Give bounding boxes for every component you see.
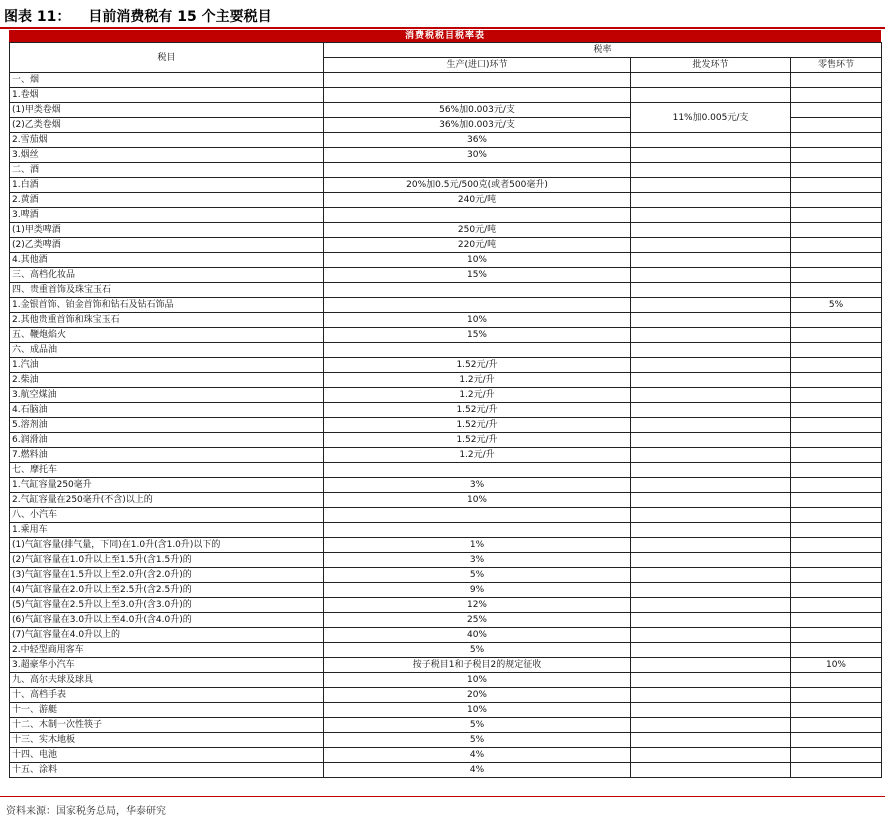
figure-label: 图表 11： bbox=[4, 9, 71, 25]
table-row bbox=[10, 193, 882, 208]
cell-item: 十、高档手表 bbox=[10, 688, 324, 703]
cell-production: 5% bbox=[324, 718, 631, 733]
cell-wholesale bbox=[631, 193, 791, 208]
table-row bbox=[10, 733, 882, 748]
cell-wholesale bbox=[631, 523, 791, 538]
cell-production: 10% bbox=[324, 253, 631, 268]
cell-item: 6.润滑油 bbox=[10, 433, 324, 448]
cell-item: 1.气缸容量250毫升 bbox=[10, 478, 324, 493]
cell-retail bbox=[791, 208, 882, 223]
cell-item: 1.乘用车 bbox=[10, 523, 324, 538]
cell-item: (7)气缸容量在4.0升以上的 bbox=[10, 628, 324, 643]
cell-production: 4% bbox=[324, 763, 631, 778]
cell-retail bbox=[791, 508, 882, 523]
cell-wholesale bbox=[631, 223, 791, 238]
cell-wholesale bbox=[631, 598, 791, 613]
cell-wholesale bbox=[631, 73, 791, 88]
cell-production: 10% bbox=[324, 493, 631, 508]
cell-wholesale bbox=[631, 508, 791, 523]
cell-item: (1)甲类卷烟 bbox=[10, 103, 324, 118]
cell-production: 240元/吨 bbox=[324, 193, 631, 208]
cell-retail bbox=[791, 673, 882, 688]
cell-retail bbox=[791, 628, 882, 643]
table-row bbox=[10, 73, 882, 88]
cell-retail bbox=[791, 613, 882, 628]
cell-retail: 10% bbox=[791, 658, 882, 673]
cell-wholesale bbox=[631, 133, 791, 148]
cell-retail bbox=[791, 403, 882, 418]
cell-production: 36% bbox=[324, 133, 631, 148]
cell-item: 3.超豪华小汽车 bbox=[10, 658, 324, 673]
cell-item: (2)气缸容量在1.0升以上至1.5升(含1.5升)的 bbox=[10, 553, 324, 568]
cell-item: (3)气缸容量在1.5升以上至2.0升(含2.0升)的 bbox=[10, 568, 324, 583]
cell-item: 六、成品油 bbox=[10, 343, 324, 358]
cell-wholesale bbox=[631, 148, 791, 163]
cell-production bbox=[324, 88, 631, 103]
cell-retail bbox=[791, 193, 882, 208]
cell-production bbox=[324, 73, 631, 88]
cell-retail bbox=[791, 718, 882, 733]
cell-wholesale bbox=[631, 463, 791, 478]
cell-wholesale bbox=[631, 763, 791, 778]
table-row bbox=[10, 538, 882, 553]
table-row bbox=[10, 448, 882, 463]
cell-production: 按子税目1和子税目2的规定征收 bbox=[324, 658, 631, 673]
table-row bbox=[10, 328, 882, 343]
cell-item: 一、烟 bbox=[10, 73, 324, 88]
cell-production: 3% bbox=[324, 478, 631, 493]
cell-production: 36%加0.003元/支 bbox=[324, 118, 631, 133]
cell-retail bbox=[791, 553, 882, 568]
cell-item: 2.黄酒 bbox=[10, 193, 324, 208]
cell-retail: 5% bbox=[791, 298, 882, 313]
cell-item: 四、贵重首饰及珠宝玉石 bbox=[10, 283, 324, 298]
cell-retail bbox=[791, 223, 882, 238]
cell-wholesale-merged: 11%加0.005元/支 bbox=[631, 103, 791, 133]
header-production: 生产(进口)环节 bbox=[324, 58, 631, 73]
cell-item: (6)气缸容量在3.0升以上至4.0升(含4.0升)的 bbox=[10, 613, 324, 628]
cell-production: 40% bbox=[324, 628, 631, 643]
cell-wholesale bbox=[631, 178, 791, 193]
cell-retail bbox=[791, 478, 882, 493]
table-row bbox=[10, 148, 882, 163]
cell-item: 七、摩托车 bbox=[10, 463, 324, 478]
cell-retail bbox=[791, 688, 882, 703]
cell-production: 1% bbox=[324, 538, 631, 553]
tax-rate-table bbox=[9, 42, 882, 778]
cell-item: 3.啤酒 bbox=[10, 208, 324, 223]
title-divider bbox=[0, 27, 885, 29]
table-row bbox=[10, 433, 882, 448]
cell-item: 3.烟丝 bbox=[10, 148, 324, 163]
cell-production: 3% bbox=[324, 553, 631, 568]
cell-retail bbox=[791, 463, 882, 478]
cell-retail bbox=[791, 538, 882, 553]
table-row bbox=[10, 598, 882, 613]
table-row bbox=[10, 718, 882, 733]
table-row bbox=[10, 373, 882, 388]
cell-production: 20% bbox=[324, 688, 631, 703]
cell-production: 10% bbox=[324, 703, 631, 718]
cell-item: 3.航空煤油 bbox=[10, 388, 324, 403]
cell-wholesale bbox=[631, 583, 791, 598]
table-row bbox=[10, 418, 882, 433]
header-row-1 bbox=[10, 43, 882, 58]
cell-production: 1.2元/升 bbox=[324, 388, 631, 403]
cell-item: 2.气缸容量在250毫升(不含)以上的 bbox=[10, 493, 324, 508]
source-note: 资料来源：国家税务总局，华泰研究 bbox=[6, 806, 166, 817]
table-row bbox=[10, 673, 882, 688]
cell-production bbox=[324, 208, 631, 223]
table-row bbox=[10, 628, 882, 643]
cell-retail bbox=[791, 568, 882, 583]
header-item: 税目 bbox=[10, 43, 324, 73]
cell-production: 5% bbox=[324, 643, 631, 658]
table-row bbox=[10, 553, 882, 568]
cell-item: 十三、实木地板 bbox=[10, 733, 324, 748]
cell-item: (2)乙类卷烟 bbox=[10, 118, 324, 133]
cell-item: (2)乙类啤酒 bbox=[10, 238, 324, 253]
cell-production: 1.52元/升 bbox=[324, 403, 631, 418]
cell-item: 十五、涂料 bbox=[10, 763, 324, 778]
cell-item: 2.雪茄烟 bbox=[10, 133, 324, 148]
table-row bbox=[10, 493, 882, 508]
table-row bbox=[10, 238, 882, 253]
cell-item: 1.金银首饰、铂金首饰和钻石及钻石饰品 bbox=[10, 298, 324, 313]
cell-retail bbox=[791, 388, 882, 403]
header-retail: 零售环节 bbox=[791, 58, 882, 73]
cell-wholesale bbox=[631, 313, 791, 328]
cell-wholesale bbox=[631, 718, 791, 733]
cell-production bbox=[324, 298, 631, 313]
cell-wholesale bbox=[631, 493, 791, 508]
table-row bbox=[10, 478, 882, 493]
cell-wholesale bbox=[631, 358, 791, 373]
table-row bbox=[10, 88, 882, 103]
cell-retail bbox=[791, 643, 882, 658]
cell-retail bbox=[791, 583, 882, 598]
cell-retail bbox=[791, 133, 882, 148]
cell-item: 三、高档化妆品 bbox=[10, 268, 324, 283]
table-row bbox=[10, 643, 882, 658]
cell-wholesale bbox=[631, 448, 791, 463]
cell-production bbox=[324, 523, 631, 538]
cell-wholesale bbox=[631, 433, 791, 448]
cell-retail bbox=[791, 433, 882, 448]
cell-wholesale bbox=[631, 388, 791, 403]
cell-retail bbox=[791, 148, 882, 163]
cell-retail bbox=[791, 733, 882, 748]
table-row bbox=[10, 298, 882, 313]
cell-wholesale bbox=[631, 688, 791, 703]
table-row bbox=[10, 523, 882, 538]
cell-item: 1.卷烟 bbox=[10, 88, 324, 103]
cell-wholesale bbox=[631, 673, 791, 688]
cell-retail bbox=[791, 313, 882, 328]
cell-wholesale bbox=[631, 628, 791, 643]
cell-production: 1.52元/升 bbox=[324, 418, 631, 433]
cell-retail bbox=[791, 283, 882, 298]
table-row bbox=[10, 358, 882, 373]
cell-production: 15% bbox=[324, 268, 631, 283]
cell-wholesale bbox=[631, 328, 791, 343]
cell-item: 7.燃料油 bbox=[10, 448, 324, 463]
cell-production bbox=[324, 343, 631, 358]
cell-production bbox=[324, 163, 631, 178]
cell-retail bbox=[791, 268, 882, 283]
cell-production bbox=[324, 283, 631, 298]
table-row bbox=[10, 283, 882, 298]
cell-wholesale bbox=[631, 238, 791, 253]
cell-wholesale bbox=[631, 538, 791, 553]
cell-wholesale bbox=[631, 298, 791, 313]
table-row bbox=[10, 103, 882, 118]
cell-production: 10% bbox=[324, 313, 631, 328]
cell-production: 20%加0.5元/500克(或者500毫升) bbox=[324, 178, 631, 193]
cell-retail bbox=[791, 178, 882, 193]
cell-item: 2.柴油 bbox=[10, 373, 324, 388]
cell-production: 1.52元/升 bbox=[324, 358, 631, 373]
cell-production: 12% bbox=[324, 598, 631, 613]
cell-item: 2.中轻型商用客车 bbox=[10, 643, 324, 658]
table-row bbox=[10, 763, 882, 778]
cell-production: 15% bbox=[324, 328, 631, 343]
table-row bbox=[10, 403, 882, 418]
table-row bbox=[10, 658, 882, 673]
cell-production: 10% bbox=[324, 673, 631, 688]
table-row bbox=[10, 223, 882, 238]
cell-wholesale bbox=[631, 88, 791, 103]
cell-retail bbox=[791, 598, 882, 613]
cell-production: 1.52元/升 bbox=[324, 433, 631, 448]
cell-wholesale bbox=[631, 208, 791, 223]
table-row bbox=[10, 568, 882, 583]
cell-production: 1.2元/升 bbox=[324, 448, 631, 463]
cell-retail bbox=[791, 448, 882, 463]
table-title-banner: 消费税税目税率表 bbox=[9, 30, 881, 42]
cell-production: 1.2元/升 bbox=[324, 373, 631, 388]
cell-retail bbox=[791, 73, 882, 88]
cell-production: 56%加0.003元/支 bbox=[324, 103, 631, 118]
cell-item: (1)气缸容量(排气量，下同)在1.0升(含1.0升)以下的 bbox=[10, 538, 324, 553]
cell-item: 二、酒 bbox=[10, 163, 324, 178]
cell-item: 4.其他酒 bbox=[10, 253, 324, 268]
cell-retail bbox=[791, 523, 882, 538]
table-row bbox=[10, 703, 882, 718]
table-row bbox=[10, 313, 882, 328]
cell-production bbox=[324, 463, 631, 478]
cell-item: 十二、木制一次性筷子 bbox=[10, 718, 324, 733]
cell-production: 30% bbox=[324, 148, 631, 163]
table-row bbox=[10, 463, 882, 478]
cell-item: 五、鞭炮焰火 bbox=[10, 328, 324, 343]
cell-wholesale bbox=[631, 733, 791, 748]
cell-wholesale bbox=[631, 403, 791, 418]
cell-item: 5.溶剂油 bbox=[10, 418, 324, 433]
table-row bbox=[10, 583, 882, 598]
cell-wholesale bbox=[631, 253, 791, 268]
cell-wholesale bbox=[631, 748, 791, 763]
cell-item: 九、高尔夫球及球具 bbox=[10, 673, 324, 688]
cell-wholesale bbox=[631, 283, 791, 298]
table-row bbox=[10, 508, 882, 523]
cell-production: 9% bbox=[324, 583, 631, 598]
cell-retail bbox=[791, 763, 882, 778]
cell-item: 1.白酒 bbox=[10, 178, 324, 193]
cell-wholesale bbox=[631, 703, 791, 718]
cell-retail bbox=[791, 253, 882, 268]
table-row bbox=[10, 748, 882, 763]
cell-production: 5% bbox=[324, 733, 631, 748]
cell-production bbox=[324, 508, 631, 523]
table-row bbox=[10, 343, 882, 358]
cell-wholesale bbox=[631, 343, 791, 358]
cell-wholesale bbox=[631, 373, 791, 388]
cell-retail bbox=[791, 418, 882, 433]
table-row bbox=[10, 688, 882, 703]
cell-production: 25% bbox=[324, 613, 631, 628]
header-rate: 税率 bbox=[324, 43, 882, 58]
cell-wholesale bbox=[631, 643, 791, 658]
cell-retail bbox=[791, 748, 882, 763]
cell-retail bbox=[791, 88, 882, 103]
cell-item: 2.其他贵重首饰和珠宝玉石 bbox=[10, 313, 324, 328]
cell-item: (1)甲类啤酒 bbox=[10, 223, 324, 238]
cell-item: 4.石脑油 bbox=[10, 403, 324, 418]
cell-item: 十四、电池 bbox=[10, 748, 324, 763]
cell-item: (4)气缸容量在2.0升以上至2.5升(含2.5升)的 bbox=[10, 583, 324, 598]
table-row bbox=[10, 208, 882, 223]
cell-production: 4% bbox=[324, 748, 631, 763]
cell-wholesale bbox=[631, 268, 791, 283]
cell-retail bbox=[791, 343, 882, 358]
cell-item: (5)气缸容量在2.5升以上至3.0升(含3.0升)的 bbox=[10, 598, 324, 613]
cell-wholesale bbox=[631, 163, 791, 178]
cell-wholesale bbox=[631, 658, 791, 673]
table-row bbox=[10, 178, 882, 193]
table-row bbox=[10, 253, 882, 268]
cell-item: 八、小汽车 bbox=[10, 508, 324, 523]
cell-item: 十一、游艇 bbox=[10, 703, 324, 718]
cell-wholesale bbox=[631, 478, 791, 493]
table-row bbox=[10, 268, 882, 283]
figure-caption: 目前消费税有 15 个主要税目 bbox=[88, 9, 272, 25]
cell-wholesale bbox=[631, 613, 791, 628]
header-wholesale: 批发环节 bbox=[631, 58, 791, 73]
cell-retail bbox=[791, 103, 882, 118]
cell-retail bbox=[791, 328, 882, 343]
cell-item: 1.汽油 bbox=[10, 358, 324, 373]
cell-wholesale bbox=[631, 568, 791, 583]
cell-retail bbox=[791, 118, 882, 133]
cell-production: 5% bbox=[324, 568, 631, 583]
cell-wholesale bbox=[631, 553, 791, 568]
cell-retail bbox=[791, 373, 882, 388]
figure-title bbox=[4, 6, 272, 26]
cell-retail bbox=[791, 163, 882, 178]
table-row bbox=[10, 133, 882, 148]
cell-wholesale bbox=[631, 418, 791, 433]
cell-production: 250元/吨 bbox=[324, 223, 631, 238]
cell-retail bbox=[791, 703, 882, 718]
table-row bbox=[10, 388, 882, 403]
table-row bbox=[10, 163, 882, 178]
table-row bbox=[10, 613, 882, 628]
cell-production: 220元/吨 bbox=[324, 238, 631, 253]
footer-divider bbox=[0, 796, 885, 797]
cell-retail bbox=[791, 493, 882, 508]
cell-retail bbox=[791, 238, 882, 253]
cell-retail bbox=[791, 358, 882, 373]
